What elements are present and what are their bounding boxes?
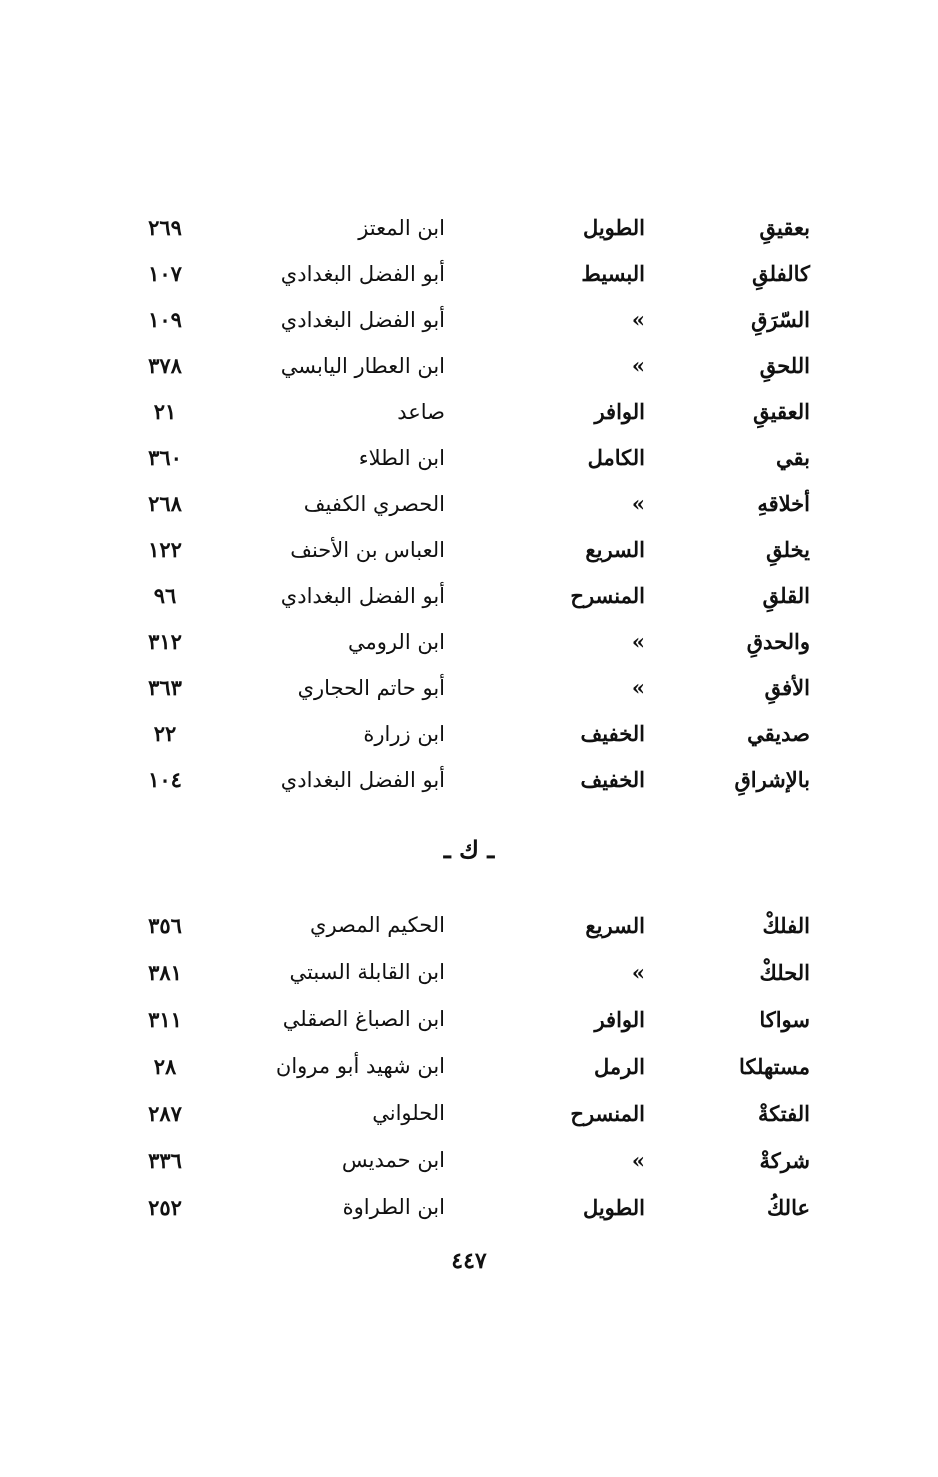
rhyme-word: يخلقِ <box>766 537 810 562</box>
page-reference: ٣٥٦ <box>148 913 182 938</box>
table-row <box>130 1137 820 1184</box>
rhyme-word: والحدقِ <box>746 629 810 654</box>
table-row <box>130 949 820 996</box>
table-row <box>130 996 820 1043</box>
rhyme-word: الأفقِ <box>764 675 810 700</box>
rhyme-word: سواكا <box>759 1007 810 1032</box>
page-reference: ٢٦٩ <box>148 215 182 240</box>
poetic-meter: الوافر <box>594 399 645 424</box>
page-reference: ٣١١ <box>148 1007 182 1032</box>
poet-name: أبو الفضل البغدادي <box>280 262 445 286</box>
poetic-meter: » <box>631 675 645 700</box>
table-row <box>130 1184 820 1231</box>
poet-name: أبو الفضل البغدادي <box>280 308 445 332</box>
rhyme-word: شركةْ <box>759 1148 810 1173</box>
poetic-meter: البسيط <box>581 261 645 286</box>
table-row <box>130 297 820 343</box>
table-row <box>130 435 820 481</box>
page-reference: ٣٦٣ <box>148 675 182 700</box>
page-reference: ١٢٢ <box>148 537 182 562</box>
poet-name: أبو الفضل البغدادي <box>280 768 445 792</box>
table-row <box>130 343 820 389</box>
poetic-meter: » <box>631 353 645 378</box>
page-reference: ٢٨٧ <box>148 1101 182 1126</box>
rhyme-word: القلقِ <box>762 583 810 608</box>
poet-name: ابن العطار اليابسي <box>280 354 445 378</box>
poetic-meter: » <box>631 1148 645 1173</box>
poetic-meter: » <box>631 307 645 332</box>
poetic-meter: الطويل <box>582 215 645 240</box>
page-reference: ٣٦٠ <box>148 445 182 470</box>
table-row <box>130 711 820 757</box>
page-reference: ١٠٩ <box>148 307 182 332</box>
table-row <box>130 389 820 435</box>
section-heading-kaf: ـ ك ـ <box>443 835 495 864</box>
table-row <box>130 1043 820 1090</box>
poetic-meter: » <box>631 960 645 985</box>
poetic-meter: المنسرح <box>570 1101 645 1126</box>
table-row <box>130 619 820 665</box>
poet-name: صاعد <box>397 400 445 424</box>
rhyme-word: الحلكْ <box>759 960 810 985</box>
page-reference: ٢٢ <box>153 721 177 746</box>
rhyme-word: الفتكةْ <box>757 1101 810 1126</box>
poet-name: الحلواني <box>372 1101 445 1125</box>
poet-name: ابن شهيد أبو مروان <box>275 1054 445 1078</box>
page-reference: ٣٧٨ <box>148 353 182 378</box>
poet-name: أبو حاتم الحجاري <box>297 676 445 700</box>
table-row <box>130 251 820 297</box>
page-reference: ١٠٤ <box>148 767 182 792</box>
rhyme-word: العقيقِ <box>753 399 810 424</box>
poet-name: ابن المعتز <box>358 216 445 240</box>
table-row <box>130 665 820 711</box>
rhyme-word: عالكُ <box>766 1195 810 1220</box>
table-row <box>130 205 820 251</box>
poet-name: العباس بن الأحنف <box>290 538 445 562</box>
page-reference: ٢٦٨ <box>148 491 182 516</box>
poetic-meter: المنسرح <box>570 583 645 608</box>
rhyme-word: بالإشراقِ <box>734 767 810 792</box>
poet-name: أبو الفضل البغدادي <box>280 584 445 608</box>
table-row <box>130 902 820 949</box>
poet-name: ابن حمديس <box>341 1148 445 1172</box>
poetic-meter: الكامل <box>587 445 645 470</box>
page-reference: ٢٨ <box>153 1054 177 1079</box>
rhyme-index-table-qaf <box>130 205 820 803</box>
page-reference: ٣١٢ <box>148 629 182 654</box>
rhyme-word: بقي <box>776 445 810 470</box>
poetic-meter: السريع <box>585 537 645 562</box>
poet-name: ابن زرارة <box>363 722 445 746</box>
rhyme-word: الفلكْ <box>762 913 810 938</box>
poetic-meter: الخفيف <box>580 721 645 746</box>
poet-name: ابن القابلة السبتي <box>289 960 445 984</box>
poet-name: الحكيم المصري <box>310 913 445 937</box>
page-reference: ٩٦ <box>153 583 177 608</box>
poetic-meter: » <box>631 491 645 516</box>
table-row <box>130 757 820 803</box>
table-row <box>130 481 820 527</box>
rhyme-index-table-kaf <box>130 902 820 1231</box>
poetic-meter: الوافر <box>594 1007 645 1032</box>
poetic-meter: » <box>631 629 645 654</box>
rhyme-word: أخلاقهِ <box>757 491 810 516</box>
poetic-meter: السريع <box>585 913 645 938</box>
poetic-meter: الطويل <box>582 1195 645 1220</box>
table-row <box>130 1090 820 1137</box>
page-reference: ٣٣٦ <box>148 1148 182 1173</box>
poetic-meter: الخفيف <box>580 767 645 792</box>
rhyme-word: اللحقِ <box>759 353 810 378</box>
page-reference: ١٠٧ <box>148 261 182 286</box>
poet-name: الحصري الكفيف <box>303 492 445 516</box>
poet-name: ابن الصباغ الصقلي <box>282 1007 445 1031</box>
page-reference: ٢١ <box>153 399 177 424</box>
page-reference: ٢٥٢ <box>148 1195 182 1220</box>
rhyme-word: السّرَقِ <box>751 307 810 332</box>
rhyme-word: كالفلقِ <box>752 261 810 286</box>
page-number: ٤٤٧ <box>451 1248 487 1274</box>
poet-name: ابن الطراوة <box>342 1195 445 1219</box>
table-row <box>130 573 820 619</box>
rhyme-word: صديقي <box>747 721 810 746</box>
page-reference: ٣٨١ <box>148 960 182 985</box>
table-row <box>130 527 820 573</box>
rhyme-word: مستهلكا <box>739 1054 810 1079</box>
poet-name: ابن الرومي <box>347 630 445 654</box>
rhyme-word: بعقيقِ <box>759 215 810 240</box>
poetic-meter: الرمل <box>594 1054 645 1079</box>
poet-name: ابن الطلاء <box>358 446 445 470</box>
